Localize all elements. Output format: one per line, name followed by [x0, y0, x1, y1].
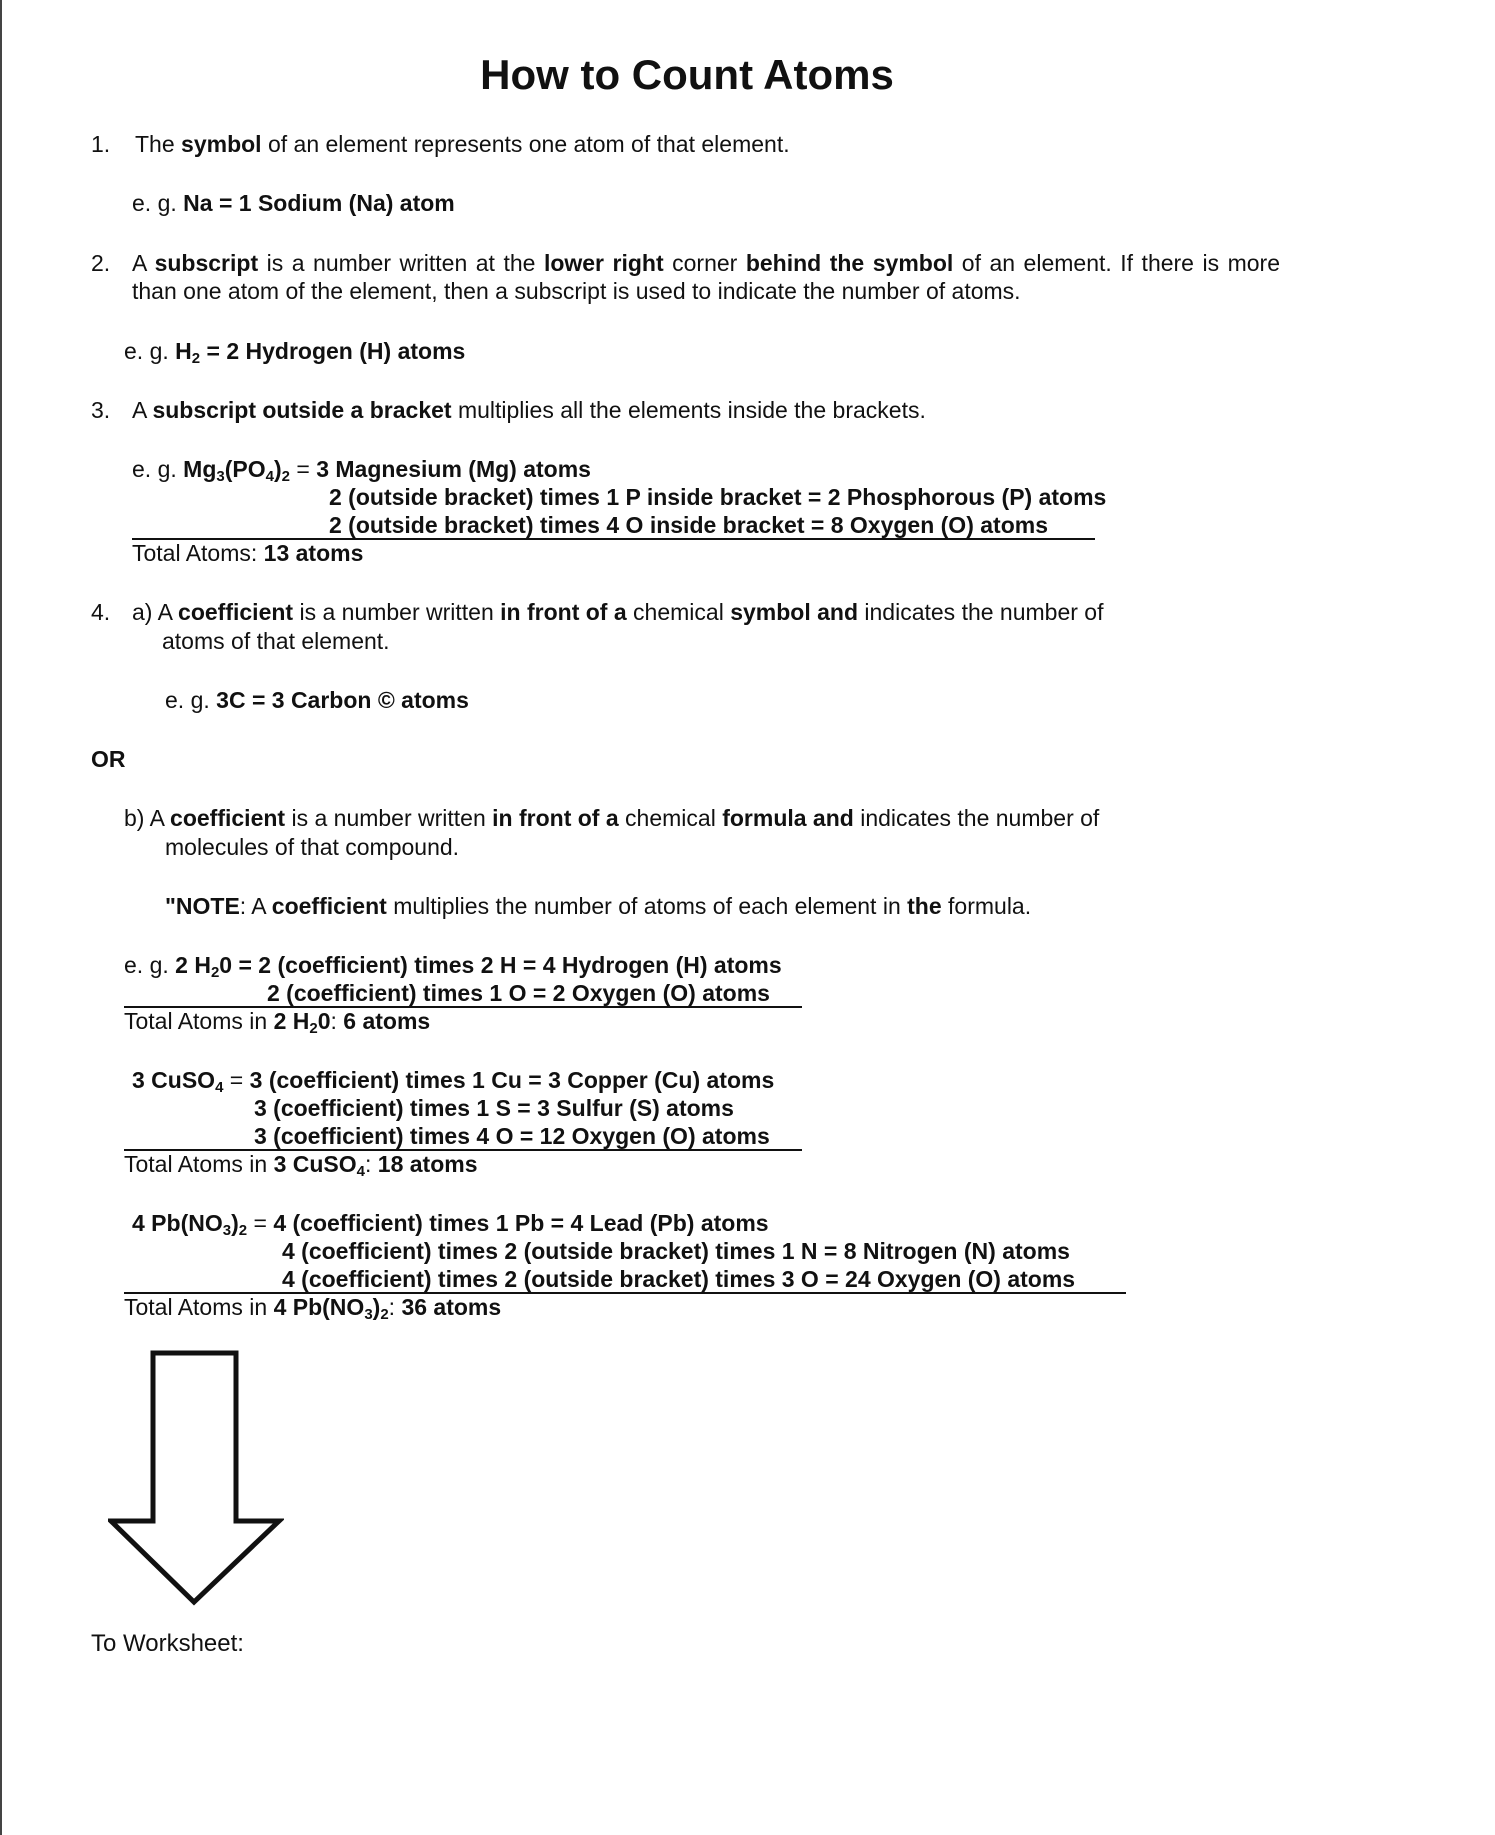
item-1-text: The symbol of an element represents one atom of that element. — [135, 131, 790, 157]
example-lead-nitrate-total: Total Atoms in 4 $Pb(NO_3)_2$: 36 atoms — [124, 1294, 502, 1323]
item-1-example: e. g. Na = 1 Sodium (Na) atom — [132, 190, 455, 216]
item-2-example: e. g. $H_2 = 2$ Hydrogen (H) atoms — [124, 338, 466, 367]
example-lead-nitrate-line-3: 4 (coefficient) times 2 (outside bracket) times 3 O = 24 Oxygen (O) atoms — [282, 1266, 1076, 1292]
example-copper-sulfate-line-3: 3 (coefficient) times 4 O = 12 Oxygen (O) atoms — [254, 1123, 770, 1149]
item-2-number: 2. — [91, 250, 111, 276]
item-4b-text-line-2: molecules of that compound. — [165, 834, 460, 860]
example-copper-sulfate-line-1: 3 CuSO$_4$ = 3 (coefficient) times 1 Cu = 3 Copper (Cu) atoms — [132, 1067, 775, 1096]
item-4a-example: e. g. 3C = 3 Carbon © atoms — [165, 687, 469, 713]
item-3-example-formula: e. g. $Mg_3(PO_4)_2 = 3$ Magnesium (Mg) atoms — [132, 456, 591, 485]
item-4-number: 4. — [91, 599, 111, 625]
example-lead-nitrate-line-2: 4 (coefficient) times 2 (outside bracket) times 1 N = 8 Nitrogen (N) atoms — [282, 1238, 1070, 1264]
item-4b-text: b) A coefficient is a number written in front of a chemical formula and indicates the number of — [124, 805, 1100, 831]
example-water-line-1: e. g. 2 $H_20 = 2$ (coefficient) times 2 H = 4 Hydrogen (H) atoms — [124, 952, 782, 981]
item-3-number: 3. — [91, 397, 111, 423]
example-water-total: Total Atoms in 2 $H_20$: 6 atoms — [124, 1008, 431, 1037]
note-text: "NOTE: A coefficient multiplies the number of atoms of each element in the formula. — [165, 893, 1032, 919]
page-title: How to Count Atoms — [480, 51, 894, 98]
item-3-text: A subscript outside a bracket multiplies all the elements inside the brackets. — [132, 397, 926, 423]
item-4a-text: a) A coefficient is a number written in front of a chemical symbol and indicates the number of — [132, 599, 1104, 625]
item-3-total: Total Atoms: 13 atoms — [132, 540, 364, 566]
or-separator: OR — [91, 746, 126, 772]
example-copper-sulfate-total: Total Atoms in 3 CuSO$_4$: 18 atoms — [124, 1151, 478, 1180]
example-lead-nitrate-line-1: 4 $Pb(NO_3)_2 = 4$ (coefficient) times 1 Pb = 4 Lead (Pb) atoms — [132, 1210, 769, 1239]
item-2-text: A subscript is a number written at the lower right corner behind the symbol of an element. If there is more than one atom of the element, then a subscript is used to indicate the number of atoms. — [132, 250, 1281, 304]
to-worksheet-link[interactable]: To Worksheet: — [91, 1630, 244, 1657]
item-3-line-3: 2 (outside bracket) times 4 O inside bracket = 8 Oxygen (O) atoms — [329, 512, 1048, 538]
item-1-number: 1. — [91, 131, 111, 157]
item-4a-text-line-2: atoms of that element. — [162, 628, 390, 654]
example-copper-sulfate-line-2: 3 (coefficient) times 1 S = 3 Sulfur (S) atoms — [254, 1095, 734, 1121]
example-water-line-2: 2 (coefficient) times 1 O = 2 Oxygen (O) atoms — [267, 980, 770, 1006]
down-arrow-icon[interactable] — [108, 1350, 284, 1606]
item-3-line-2: 2 (outside bracket) times 1 P inside bracket = 2 Phosphorous (P) atoms — [329, 484, 1107, 510]
